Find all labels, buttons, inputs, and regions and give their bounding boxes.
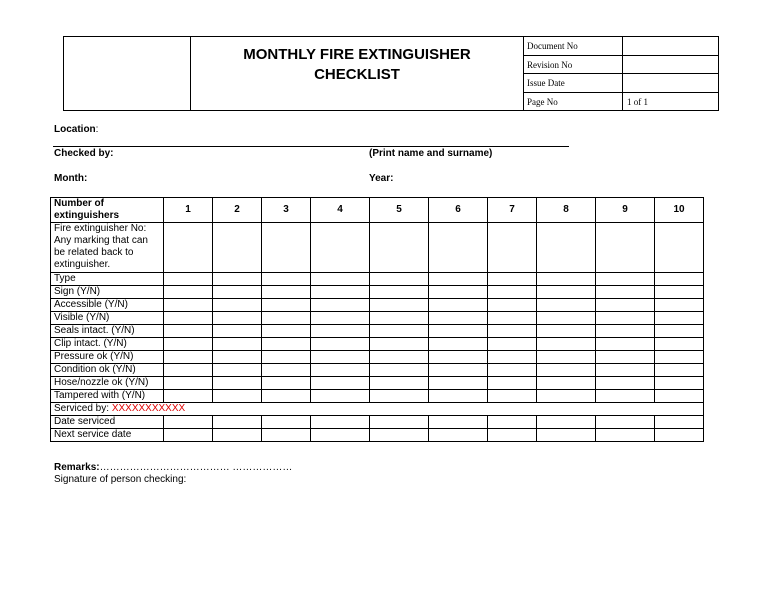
table-cell[interactable] <box>213 429 262 442</box>
row-label: Serviced by: <box>54 403 112 414</box>
table-cell[interactable] <box>537 312 596 325</box>
location-colon: : <box>95 124 99 135</box>
table-cell[interactable] <box>596 286 655 299</box>
table-cell[interactable] <box>537 377 596 390</box>
table-cell[interactable] <box>655 312 704 325</box>
location-field <box>54 124 98 135</box>
table-cell[interactable] <box>429 325 488 338</box>
table-cell[interactable] <box>164 351 213 364</box>
table-cell[interactable] <box>370 286 429 299</box>
logo-cell <box>64 37 191 110</box>
table-cell[interactable] <box>311 273 370 286</box>
table-cell[interactable] <box>655 286 704 299</box>
column-header: 2 <box>213 198 262 223</box>
table-cell[interactable] <box>596 325 655 338</box>
table-cell[interactable] <box>164 364 213 377</box>
table-cell[interactable] <box>429 429 488 442</box>
table-cell[interactable] <box>164 325 213 338</box>
table-cell[interactable] <box>655 416 704 429</box>
signature-label: Signature of person checking: <box>54 474 187 485</box>
document-header <box>63 36 719 111</box>
meta-row-page-no <box>524 93 718 111</box>
table-cell[interactable] <box>213 273 262 286</box>
table-row-hose <box>51 377 704 390</box>
table-cell[interactable] <box>164 312 213 325</box>
table-cell[interactable] <box>262 312 311 325</box>
table-cell[interactable] <box>429 338 488 351</box>
table-cell[interactable] <box>596 338 655 351</box>
table-cell[interactable] <box>488 286 537 299</box>
table-cell[interactable] <box>488 390 537 403</box>
row-label: Sign (Y/N) <box>51 286 164 299</box>
column-header: 1 <box>164 198 213 223</box>
table-cell[interactable] <box>429 351 488 364</box>
table-cell[interactable] <box>655 351 704 364</box>
table-cell[interactable] <box>213 338 262 351</box>
table-cell[interactable] <box>655 273 704 286</box>
table-cell[interactable] <box>596 429 655 442</box>
table-cell[interactable] <box>596 223 655 273</box>
table-cell[interactable] <box>488 429 537 442</box>
title-line-1: MONTHLY FIRE EXTINGUISHER <box>243 46 471 63</box>
table-cell[interactable] <box>537 351 596 364</box>
table-cell[interactable] <box>537 416 596 429</box>
table-cell[interactable] <box>164 286 213 299</box>
table-cell[interactable] <box>370 312 429 325</box>
remarks-section <box>54 462 292 486</box>
table-cell[interactable] <box>370 416 429 429</box>
meta-row-document-no <box>524 37 718 56</box>
table-row-next-service <box>51 429 704 442</box>
table-cell[interactable] <box>596 416 655 429</box>
table-cell[interactable] <box>488 312 537 325</box>
row-label: Condition ok (Y/N) <box>51 364 164 377</box>
table-row-visible <box>51 312 704 325</box>
table-cell[interactable] <box>311 429 370 442</box>
table-cell[interactable] <box>311 286 370 299</box>
row-label: Hose/nozzle ok (Y/N) <box>51 377 164 390</box>
table-cell[interactable] <box>262 223 311 273</box>
table-cell[interactable] <box>655 325 704 338</box>
table-cell[interactable] <box>213 390 262 403</box>
meta-label: Issue Date <box>524 74 623 92</box>
meta-row-revision-no <box>524 56 718 75</box>
table-cell[interactable] <box>164 416 213 429</box>
row-label: Pressure ok (Y/N) <box>51 351 164 364</box>
table-cell[interactable] <box>488 351 537 364</box>
table-cell[interactable] <box>488 364 537 377</box>
document-meta <box>524 37 718 110</box>
table-cell[interactable] <box>311 325 370 338</box>
row-label: Type <box>51 273 164 286</box>
print-name-label: (Print name and surname) <box>369 148 493 159</box>
column-header: 4 <box>311 198 370 223</box>
table-row-condition <box>51 364 704 377</box>
column-header: 3 <box>262 198 311 223</box>
column-header: 6 <box>429 198 488 223</box>
remarks-dots: ………………………………… ……………… <box>99 462 293 473</box>
table-cell[interactable] <box>537 223 596 273</box>
table-cell[interactable] <box>655 364 704 377</box>
table-row-pressure <box>51 351 704 364</box>
column-header: 5 <box>370 198 429 223</box>
table-cell[interactable] <box>429 299 488 312</box>
table-cell[interactable] <box>311 338 370 351</box>
table-cell[interactable] <box>596 364 655 377</box>
table-cell[interactable] <box>370 377 429 390</box>
table-cell[interactable] <box>213 286 262 299</box>
table-row-date-serviced <box>51 416 704 429</box>
location-label: Location <box>54 124 96 135</box>
table-cell[interactable] <box>370 364 429 377</box>
table-cell[interactable] <box>262 325 311 338</box>
table-cell[interactable] <box>164 338 213 351</box>
table-cell[interactable] <box>164 429 213 442</box>
table-cell[interactable] <box>429 416 488 429</box>
table-cell[interactable] <box>429 273 488 286</box>
document-title <box>191 37 524 110</box>
column-header: 9 <box>596 198 655 223</box>
table-cell[interactable] <box>262 429 311 442</box>
table-cell[interactable] <box>655 338 704 351</box>
table-row-fire-no <box>51 223 704 273</box>
meta-label: Page No <box>524 93 623 111</box>
row-label: Clip intact. (Y/N) <box>51 338 164 351</box>
title-line-2: CHECKLIST <box>314 66 400 83</box>
table-cell[interactable] <box>655 429 704 442</box>
table-cell[interactable] <box>370 273 429 286</box>
table-cell[interactable] <box>429 364 488 377</box>
meta-label: Revision No <box>524 56 623 74</box>
table-cell[interactable] <box>164 390 213 403</box>
meta-value: 1 of 1 <box>627 96 648 107</box>
checklist-table <box>50 197 704 442</box>
table-cell[interactable] <box>370 429 429 442</box>
table-cell[interactable] <box>311 312 370 325</box>
table-cell[interactable] <box>488 338 537 351</box>
table-header-row <box>51 198 704 223</box>
table-cell[interactable] <box>213 223 262 273</box>
column-header: 8 <box>537 198 596 223</box>
table-cell[interactable] <box>537 429 596 442</box>
table-cell[interactable] <box>164 223 213 273</box>
table-row-tampered <box>51 390 704 403</box>
location-underline <box>53 146 569 147</box>
table-cell[interactable] <box>655 223 704 273</box>
table-cell[interactable] <box>488 273 537 286</box>
table-cell[interactable] <box>213 416 262 429</box>
table-cell[interactable] <box>213 325 262 338</box>
table-cell[interactable] <box>213 351 262 364</box>
column-header: 7 <box>488 198 537 223</box>
checked-by-label: Checked by: <box>54 148 114 159</box>
month-label: Month: <box>54 173 88 184</box>
table-cell[interactable] <box>537 364 596 377</box>
table-cell[interactable] <box>262 286 311 299</box>
row-label: Seals intact. (Y/N) <box>51 325 164 338</box>
table-cell[interactable] <box>370 338 429 351</box>
table-row-seals <box>51 325 704 338</box>
table-cell[interactable] <box>262 338 311 351</box>
year-label: Year: <box>369 173 394 184</box>
meta-row-issue-date <box>524 74 718 93</box>
table-cell[interactable] <box>213 364 262 377</box>
column-header: 10 <box>655 198 704 223</box>
table-cell[interactable] <box>164 299 213 312</box>
table-cell[interactable] <box>429 377 488 390</box>
table-cell[interactable] <box>655 390 704 403</box>
table-cell[interactable] <box>213 312 262 325</box>
table-cell[interactable] <box>311 364 370 377</box>
table-cell[interactable] <box>311 299 370 312</box>
meta-label: Document No <box>524 37 623 55</box>
table-cell[interactable] <box>370 390 429 403</box>
table-cell[interactable] <box>655 377 704 390</box>
table-cell[interactable] <box>213 377 262 390</box>
table-cell[interactable] <box>488 325 537 338</box>
table-cell[interactable] <box>596 312 655 325</box>
table-cell[interactable] <box>262 416 311 429</box>
table-cell[interactable] <box>596 377 655 390</box>
table-cell[interactable] <box>429 390 488 403</box>
table-cell[interactable] <box>429 312 488 325</box>
row-label: Accessible (Y/N) <box>51 299 164 312</box>
table-cell[interactable] <box>311 351 370 364</box>
row-label: Next service date <box>51 429 164 442</box>
meta-value <box>623 74 718 92</box>
table-cell[interactable] <box>370 299 429 312</box>
row-label: Visible (Y/N) <box>51 312 164 325</box>
table-cell[interactable] <box>213 299 262 312</box>
table-cell[interactable] <box>537 390 596 403</box>
table-row-sign <box>51 286 704 299</box>
table-cell[interactable] <box>262 299 311 312</box>
table-cell[interactable] <box>311 377 370 390</box>
meta-value <box>623 56 718 74</box>
table-cell[interactable] <box>488 299 537 312</box>
row-label: Tampered with (Y/N) <box>51 390 164 403</box>
table-cell[interactable] <box>262 364 311 377</box>
table-row-type <box>51 273 704 286</box>
serviced-by-value: XXXXXXXXXXX <box>111 403 186 414</box>
table-cell[interactable] <box>429 223 488 273</box>
table-cell[interactable] <box>596 351 655 364</box>
table-cell[interactable] <box>537 286 596 299</box>
table-cell[interactable] <box>311 416 370 429</box>
table-cell[interactable] <box>262 390 311 403</box>
table-cell[interactable] <box>488 223 537 273</box>
table-cell[interactable] <box>262 377 311 390</box>
table-cell[interactable] <box>537 325 596 338</box>
row-label: Fire extinguisher No: Any marking that can be related back to extinguisher. <box>51 223 164 273</box>
meta-value <box>623 37 718 55</box>
table-row-clip <box>51 338 704 351</box>
table-cell[interactable] <box>596 390 655 403</box>
table-cell[interactable] <box>262 351 311 364</box>
table-cell[interactable] <box>370 351 429 364</box>
table-cell[interactable] <box>655 299 704 312</box>
table-cell[interactable] <box>488 377 537 390</box>
serviced-by-cell[interactable] <box>51 403 704 416</box>
table-cell[interactable] <box>488 416 537 429</box>
table-cell[interactable] <box>429 286 488 299</box>
column-header-number: Number of extinguishers <box>51 198 164 223</box>
table-cell[interactable] <box>537 299 596 312</box>
table-cell[interactable] <box>596 273 655 286</box>
table-cell[interactable] <box>311 223 370 273</box>
table-cell[interactable] <box>262 273 311 286</box>
remarks-line <box>54 462 292 474</box>
row-label: Date serviced <box>51 416 164 429</box>
table-cell[interactable] <box>311 390 370 403</box>
remarks-label: Remarks: <box>54 462 100 473</box>
table-cell[interactable] <box>537 273 596 286</box>
table-cell[interactable] <box>596 299 655 312</box>
table-cell[interactable] <box>164 377 213 390</box>
table-row-serviced-by <box>51 403 704 416</box>
table-row-accessible <box>51 299 704 312</box>
table-cell[interactable] <box>537 338 596 351</box>
table-cell[interactable] <box>370 325 429 338</box>
table-cell[interactable] <box>370 223 429 273</box>
table-cell[interactable] <box>164 273 213 286</box>
